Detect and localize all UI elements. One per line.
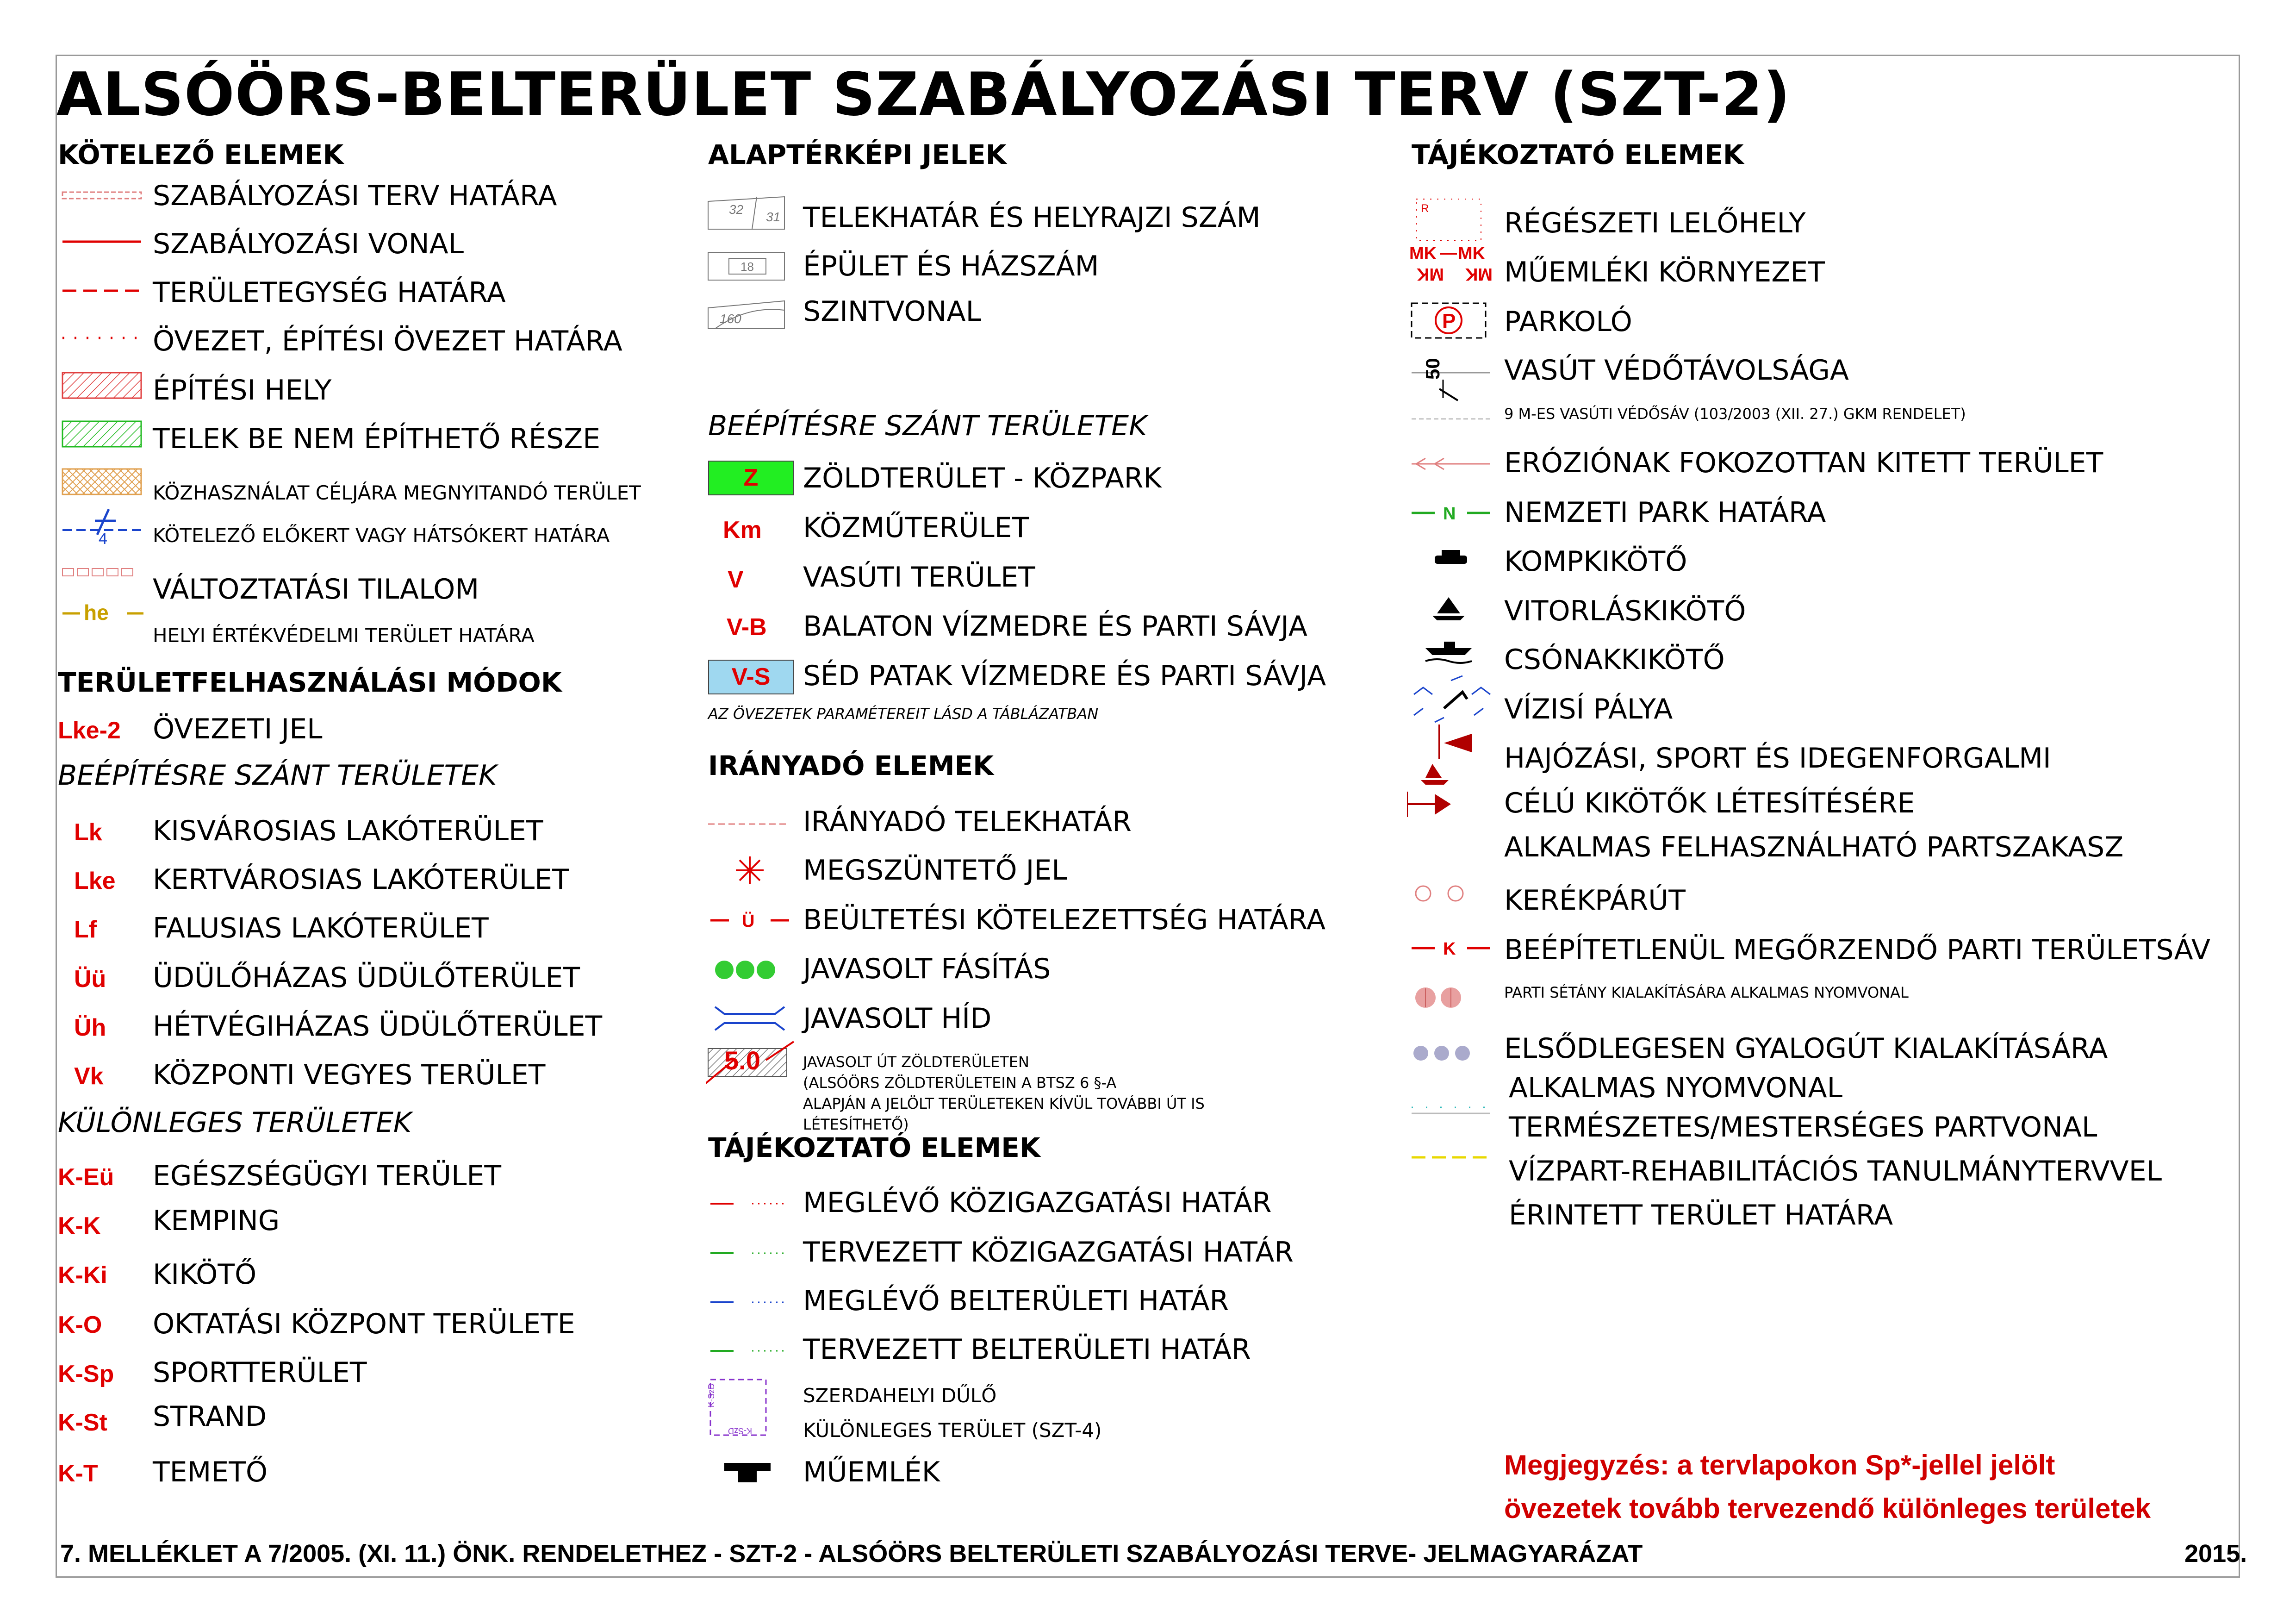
footer-text: 7. MELLÉKLET A 7/2005. (XI. 11.) ÖNK. RENDELETHEZ - SZT-2 - ALSÓÖRS BELTERÜLETI SZABÁLYOZÁSI TERVE- JELMAGYARÁZAT <box>60 1540 1643 1568</box>
svg-text:K-SzD: K-SzD <box>728 1426 752 1436</box>
svg-text:P: P <box>1442 310 1456 332</box>
road-note: LÉTESÍTHETŐ) <box>803 1116 909 1133</box>
plan-boundary-icon <box>62 192 141 199</box>
legend-item: KÖZMŰTERÜLET <box>803 512 1029 544</box>
legend-item: TERVEZETT KÖZIGAZGATÁSI HATÁR <box>803 1236 1294 1268</box>
legend-item: JAVASOLT FÁSÍTÁS <box>803 953 1051 985</box>
zone-code: K-St <box>58 1409 107 1436</box>
national-park-boundary-icon <box>1412 504 1490 524</box>
svg-text:R: R <box>1421 202 1429 215</box>
heading-land-use: TERÜLETFELHASZNÁLÁSI MÓDOK <box>58 667 562 698</box>
legend-item: IRÁNYADÓ TELEKHATÁR <box>803 806 1132 838</box>
legend-item: HELYI ÉRTÉKVÉDELMI TERÜLET HATÁRA <box>153 624 535 647</box>
archaeological-site-icon <box>1416 199 1481 241</box>
footer-year: 2015. <box>2184 1540 2247 1568</box>
legend-item: KÖZPONTI VEGYES TERÜLET <box>153 1059 546 1091</box>
note-line: övezetek tovább tervezendő különleges területek <box>1504 1493 2151 1524</box>
heading-informative-2: TÁJÉKOZTATÓ ELEMEK <box>708 1132 1040 1163</box>
legend-item: KOMPKIKÖTŐ <box>1504 545 1687 578</box>
legend-item: VÁLTOZTATÁSI TILALOM <box>153 573 479 606</box>
legend-item: TERÜLETEGYSÉG HATÁRA <box>153 276 506 309</box>
legend-item: MŰEMLÉKI KÖRNYEZET <box>1504 256 1825 288</box>
legend-item: PARTI SÉTÁNY KIALAKÍTÁSÁRA ALKALMAS NYOMVONAL <box>1504 984 1909 1001</box>
road-note: JAVASOLT ÚT ZÖLDTERÜLETEN <box>803 1053 1029 1071</box>
heading-informative: TÁJÉKOZTATÓ ELEMEK <box>1412 139 1744 170</box>
zone-code: K-K <box>58 1212 101 1239</box>
legend-item: KERTVÁROSIAS LAKÓTERÜLET <box>153 863 569 896</box>
zone-code: Vk <box>74 1063 104 1090</box>
zone-code: K-Eü <box>58 1164 114 1191</box>
zone-code: Lf <box>74 916 97 943</box>
legend-item: KISVÁROSIAS LAKÓTERÜLET <box>153 815 543 847</box>
zone-code: V-B <box>727 614 767 641</box>
zone-code: K-Sp <box>58 1361 114 1387</box>
parking-icon <box>1412 303 1486 338</box>
zone-code: K-Ki <box>58 1262 107 1289</box>
legend-item: ZÖLDTERÜLET - KÖZPARK <box>803 462 1162 494</box>
legend-item: MEGLÉVŐ BELTERÜLETI HATÁR <box>803 1285 1229 1317</box>
svg-text:MK: MK <box>1409 244 1437 263</box>
guiding-symbols <box>706 796 798 1093</box>
subheading-special: KÜLÖNLEGES TERÜLETEK <box>58 1106 412 1139</box>
basemap-symbols <box>706 194 798 343</box>
legend-item: TEMETŐ <box>153 1456 268 1488</box>
building-icon <box>708 252 784 280</box>
svg-text:K: K <box>1443 939 1456 959</box>
legend-item: ÖVEZET, ÉPÍTÉSI ÖVEZET HATÁRA <box>153 325 622 357</box>
legend-item: KÖZHASZNÁLAT CÉLJÁRA MEGNYITANDÓ TERÜLET <box>153 481 641 504</box>
subheading-buildable: BEÉPÍTÉSRE SZÁNT TERÜLETEK <box>58 759 497 792</box>
legend-item: SPORTTERÜLET <box>153 1356 367 1389</box>
legend-item: VÍZPART-REHABILITÁCIÓS TANULMÁNYTERVVEL <box>1509 1155 2162 1187</box>
legend-item: SÉD PATAK VÍZMEDRE ÉS PARTI SÁVJA <box>803 660 1326 692</box>
legend-item: SZERDAHELYI DŰLŐ <box>803 1384 997 1407</box>
legend-item: ÉPÍTÉSI HELY <box>153 374 332 406</box>
svg-text:Ü: Ü <box>742 912 755 931</box>
proposed-road-icon <box>706 1042 794 1083</box>
legend-item: HAJÓZÁSI, SPORT ÉS IDEGENFORGALMI <box>1504 742 2051 775</box>
legend-item: KIKÖTŐ <box>153 1258 257 1291</box>
legend-item: MEGSZÜNTETŐ JEL <box>803 854 1067 887</box>
legend-item: TELEK BE NEM ÉPÍTHETŐ RÉSZE <box>153 423 601 455</box>
legend-item: TELEKHATÁR ÉS HELYRAJZI SZÁM <box>803 201 1261 234</box>
svg-text:N: N <box>1443 504 1456 524</box>
legend-item: KERÉKPÁRÚT <box>1504 884 1686 917</box>
road-note: ALAPJÁN A JELÖLT TERÜLETEKEN KÍVÜL TOVÁBBI ÚT IS <box>803 1095 1205 1112</box>
legend-item: KEMPING <box>153 1205 280 1237</box>
zones-note: AZ ÖVEZETEK PARAMÉTEREIT LÁSD A TÁBLÁZATBAN <box>708 705 1099 723</box>
svg-text:32: 32 <box>729 202 744 217</box>
note <box>1504 1443 2151 1530</box>
legend-item: TERMÉSZETES/MESTERSÉGES PARTVONAL <box>1509 1111 2097 1143</box>
svg-text:MK: MK <box>1458 244 1486 263</box>
legend-item: CÉLÚ KIKÖTŐK LÉTESÍTÉSÉRE <box>1504 787 1915 819</box>
zone-code: Lk <box>74 819 102 846</box>
svg-text:18: 18 <box>740 260 754 274</box>
promenade-route-icon <box>1415 987 1461 1008</box>
svg-text:4: 4 <box>99 530 107 548</box>
he-label: he <box>84 600 109 625</box>
heading-mandatory: KÖTELEZŐ ELEMEK <box>58 139 344 170</box>
legend-item: TERVEZETT BELTERÜLETI HATÁR <box>803 1333 1251 1366</box>
legend-item: VASÚTI TERÜLET <box>803 561 1035 593</box>
proposed-bridge-icon <box>715 1007 784 1030</box>
svg-text:MK: MK <box>1416 264 1444 284</box>
proposed-trees-icon <box>715 961 775 979</box>
legend-item: SZINTVONAL <box>803 295 981 328</box>
mandatory-symbols <box>58 178 150 660</box>
zone-code: K-T <box>58 1460 98 1487</box>
zone-code: Z <box>708 461 794 495</box>
subheading-buildable-2: BEÉPÍTÉSRE SZÁNT TERÜLETEK <box>708 410 1147 442</box>
legend-item: MŰEMLÉK <box>803 1456 940 1488</box>
bicycle-path-icon <box>1416 886 1463 901</box>
harbor-shore-icon <box>1407 725 1472 817</box>
svg-text:160: 160 <box>720 312 741 326</box>
zone-code: Km <box>723 517 762 543</box>
legend-item: EGÉSZSÉGÜGYI TERÜLET <box>153 1160 501 1192</box>
contour-line-icon <box>708 301 784 329</box>
legend-item: ERÓZIÓNAK FOKOZOTTAN KITETT TERÜLET <box>1504 447 2103 479</box>
legend-item: SZABÁLYOZÁSI TERV HATÁRA <box>153 180 557 212</box>
legend-item: ALKALMAS NYOMVONAL <box>1509 1072 1843 1104</box>
legend-item: OKTATÁSI KÖZPONT TERÜLETE <box>153 1308 575 1340</box>
parcel-boundary-icon <box>708 197 784 229</box>
legend-item: FALUSIAS LAKÓTERÜLET <box>153 912 489 944</box>
monument-icon <box>724 1463 771 1482</box>
note-line: Megjegyzés: a tervlapokon Sp*-jellel jelölt <box>1504 1449 2055 1480</box>
zone-code: K-O <box>58 1312 102 1338</box>
zone-code: Lke-2 <box>58 717 121 744</box>
legend-item: NEMZETI PARK HATÁRA <box>1504 496 1826 529</box>
legend-item: HÉTVÉGIHÁZAS ÜDÜLŐTERÜLET <box>153 1010 603 1043</box>
legend-item: ALKALMAS FELHASZNÁLHATÓ PARTSZAKASZ <box>1504 831 2124 863</box>
legend-item: KÖTELEZŐ ELŐKERT VAGY HÁTSÓKERT HATÁRA <box>153 524 610 547</box>
zone-code: V-S <box>708 660 794 694</box>
legend-item: SZABÁLYOZÁSI VONAL <box>153 228 464 260</box>
local-heritage-boundary-icon <box>62 600 143 625</box>
legend-item: 9 M-ES VASÚTI VÉDŐSÁV (103/2003 (XII. 27.) GKM RENDELET) <box>1504 405 1966 423</box>
erosion-area-icon <box>1412 458 1490 469</box>
legend-item: PARKOLÓ <box>1504 306 1632 338</box>
legend-item: VASÚT VÉDŐTÁVOLSÁGA <box>1504 354 1849 387</box>
cancellation-mark-icon <box>736 856 764 884</box>
railway-distance-icon <box>1412 358 1490 400</box>
legend-item: JAVASOLT HÍD <box>803 1002 992 1035</box>
planting-obligation-icon <box>710 911 789 931</box>
legend-item: BEÉPÍTETLENÜL MEGŐRZENDŐ PARTI TERÜLETSÁV <box>1504 934 2210 966</box>
legend-item: ÉPÜLET ÉS HÁZSZÁM <box>803 250 1099 282</box>
svg-text:31: 31 <box>766 210 781 224</box>
informative-symbols <box>1407 194 1500 1241</box>
legend-item: VÍZISÍ PÁLYA <box>1504 693 1673 725</box>
svg-text:MK: MK <box>1465 264 1493 284</box>
legend-item: ÜDÜLŐHÁZAS ÜDÜLŐTERÜLET <box>153 962 580 994</box>
zone-code: Üü <box>74 966 106 993</box>
legend-item: ÉRINTETT TERÜLET HATÁRA <box>1509 1199 1893 1231</box>
legend-item: KÜLÖNLEGES TERÜLET (SZT-4) <box>803 1419 1102 1442</box>
legend-item: BALATON VÍZMEDRE ÉS PARTI SÁVJA <box>803 610 1307 643</box>
szerdahely-area-icon <box>707 1380 766 1436</box>
heading-basemap: ALAPTÉRKÉPI JELEK <box>708 139 1007 170</box>
legend-item: RÉGÉSZETI LELŐHELY <box>1504 207 1806 239</box>
zone-code: Üh <box>74 1014 106 1041</box>
informative-symbols-2 <box>706 1190 798 1505</box>
monument-environment-icon <box>1409 244 1493 284</box>
change-prohibition-icon <box>62 568 133 576</box>
zone-code: V <box>728 566 744 593</box>
legend-item: ELSŐDLEGESEN GYALOGÚT KIALAKÍTÁSÁRA <box>1504 1032 2108 1065</box>
page-title: ALSÓÖRS-BELTERÜLET SZABÁLYOZÁSI TERV (SZT-2) <box>56 60 1791 129</box>
legend-item: MEGLÉVŐ KÖZIGAZGATÁSI HATÁR <box>803 1187 1272 1219</box>
shore-zone-icon <box>1412 939 1490 959</box>
legend-item: STRAND <box>153 1400 267 1433</box>
road-note: (ALSÓÖRS ZÖLDTERÜLETEIN A BTSZ 6 §-A <box>803 1074 1117 1092</box>
zone-code: Lke <box>74 868 116 894</box>
shoreline-icon <box>1412 1107 1490 1113</box>
front-yard-boundary-icon <box>62 509 141 548</box>
boat-port-icon <box>1425 642 1472 663</box>
building-place-icon <box>62 373 141 398</box>
legend-item: ÖVEZETI JEL <box>153 713 323 745</box>
legend-item: CSÓNAKKIKÖTŐ <box>1504 643 1725 676</box>
legend-item: BEÜLTETÉSI KÖTELEZETTSÉG HATÁRA <box>803 904 1325 936</box>
ferry-port-icon <box>1435 550 1467 564</box>
svg-text:50: 50 <box>1422 358 1444 380</box>
legend-item: VITORLÁSKIKÖTŐ <box>1504 595 1746 627</box>
svg-text:K-SzD: K-SzD <box>707 1383 716 1407</box>
heading-guiding: IRÁNYADÓ ELEMEK <box>708 750 994 781</box>
sailing-port-icon <box>1432 597 1465 620</box>
waterski-track-icon <box>1414 676 1490 722</box>
footpath-route-icon <box>1413 1046 1470 1061</box>
public-use-area-icon <box>62 469 141 494</box>
svg-text:5.0: 5.0 <box>724 1046 760 1075</box>
unbuildable-part-icon <box>62 421 141 447</box>
